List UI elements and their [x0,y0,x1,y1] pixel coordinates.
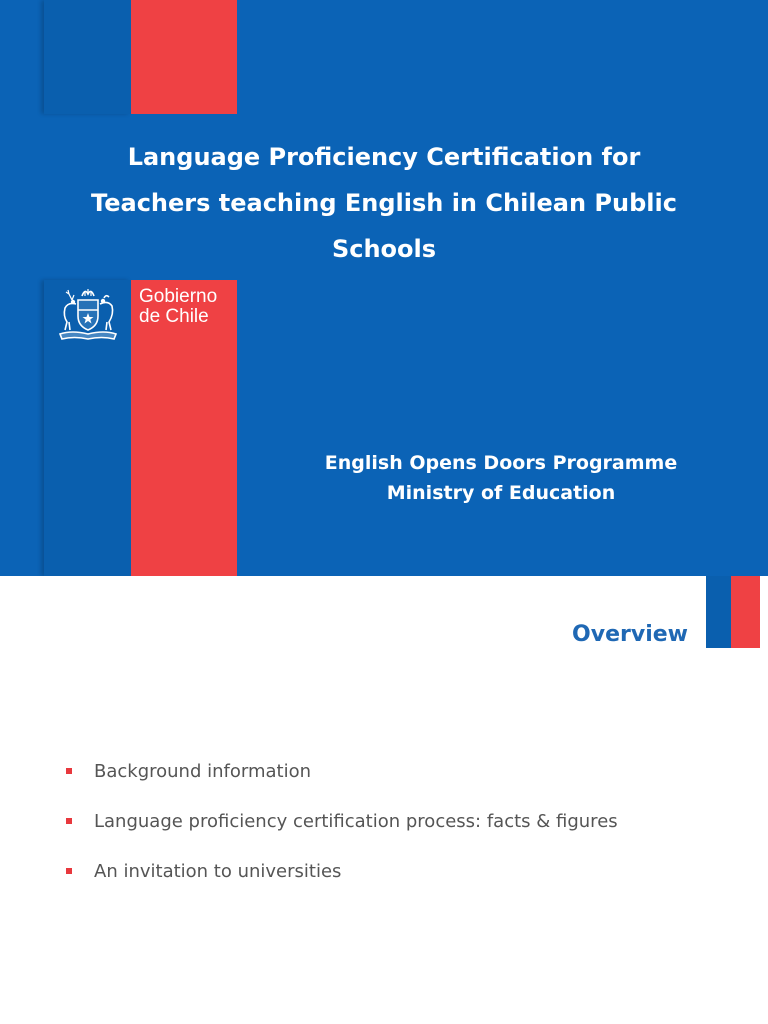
slide-title [40,134,728,272]
flag-stripe-blue-top [44,0,131,114]
flag-stripe-red-top [131,0,237,114]
overview-heading: Overview [572,622,688,647]
bullet-square-icon [66,818,72,824]
overview-slide [0,576,768,1024]
corner-stripe-blue [706,576,731,648]
chilean-coat-of-arms-icon [52,286,124,342]
logo-line-1: Gobierno [139,286,218,307]
slide-subtitle [290,448,712,508]
bullet-text: An invitation to universities [94,861,342,882]
ministry-name: Ministry of Education [386,482,616,504]
slide-title-line: Teachers teaching English in Chilean Public [91,189,677,217]
programme-name: English Opens Doors Programme [324,452,678,474]
corner-stripe-red [731,576,760,648]
logo-line-2: de Chile [139,306,209,327]
bullet-text: Language proficiency certification process: facts & figures [94,811,618,832]
bullet-square-icon [66,768,72,774]
slide-title-line: Language Proficiency Certification for [127,143,641,171]
gobierno-de-chile-logo [139,287,217,327]
bullet-square-icon [66,868,72,874]
slide-title-line: Schools [331,235,437,263]
bullet-text: Background information [94,761,311,782]
